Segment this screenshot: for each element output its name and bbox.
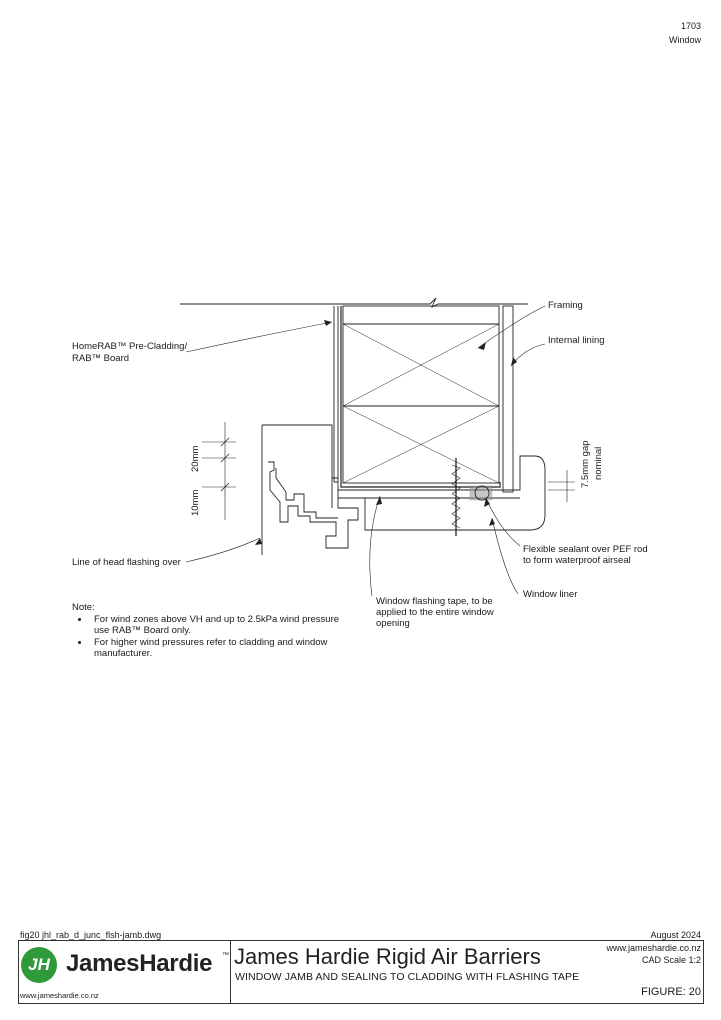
- label-internal-lining: Internal lining: [548, 335, 605, 346]
- leader-homerab: [186, 322, 332, 352]
- label-homerab-2: RAB™ Board: [72, 353, 130, 364]
- label-homerab-1: HomeRAB™ Pre-Cladding/: [72, 341, 188, 352]
- label-tape-3: opening: [376, 618, 410, 629]
- label-sealant-2: to form waterproof airseal: [523, 555, 631, 566]
- label-sealant-1: Flexible sealant over PEF rod: [523, 544, 648, 555]
- sheet-section: Window: [668, 35, 701, 45]
- label-tape-1: Window flashing tape, to be: [376, 596, 493, 607]
- figure-number: FIGURE: 20: [641, 986, 701, 998]
- notes-list: [72, 614, 342, 660]
- framing-timber: [343, 306, 499, 483]
- document-subtitle: WINDOW JAMB AND SEALING TO CLADDING WITH FLASHING TAPE: [235, 971, 580, 983]
- label-tape-2: applied to the entire window: [376, 607, 494, 618]
- label-dim-10: 10mm: [190, 489, 201, 516]
- note-item: • For higher wind pressures refer to cladding and window manufacturer.: [90, 637, 342, 660]
- note-item: • For wind zones above VH and up to 2.5kPa wind pressure use RAB™ Board only.: [90, 614, 342, 637]
- cad-scale: CAD Scale 1:2: [641, 955, 701, 965]
- sheet-code: 1703: [680, 21, 701, 31]
- leader-framing: [478, 306, 545, 348]
- notes: [72, 602, 342, 660]
- label-head-flashing: Line of head flashing over: [72, 557, 181, 568]
- window-liner: [338, 456, 545, 530]
- title-block-divider: [230, 941, 231, 1003]
- label-dim-20: 20mm: [190, 445, 201, 472]
- internal-lining: [503, 306, 513, 492]
- website-right: www.jameshardie.co.nz: [606, 943, 701, 953]
- leader-window-liner: [492, 518, 518, 594]
- label-framing: Framing: [548, 300, 583, 311]
- leader-lining: [511, 344, 545, 366]
- leader-tape: [370, 496, 380, 596]
- label-gap-1: 7.5mm gap: [580, 440, 591, 488]
- label-window-liner: Window liner: [523, 589, 578, 600]
- drawing-filename: fig20 jhl_rab_d_junc_flsh-jamb.dwg: [20, 930, 162, 940]
- leader-head-flashing: [186, 538, 260, 562]
- document-title: James Hardie Rigid Air Barriers: [234, 944, 541, 969]
- website-left: www.jameshardie.co.nz: [20, 991, 99, 1000]
- notes-heading: Note:: [72, 602, 95, 613]
- brand-name: JamesHardie: [66, 950, 213, 977]
- flashing-tape: [341, 306, 500, 487]
- brand-trademark: ™: [222, 952, 229, 959]
- drawing-date: August 2024: [650, 930, 701, 940]
- jameshardie-logo-icon: JH: [21, 947, 57, 983]
- label-gap-2: nominal: [593, 446, 604, 480]
